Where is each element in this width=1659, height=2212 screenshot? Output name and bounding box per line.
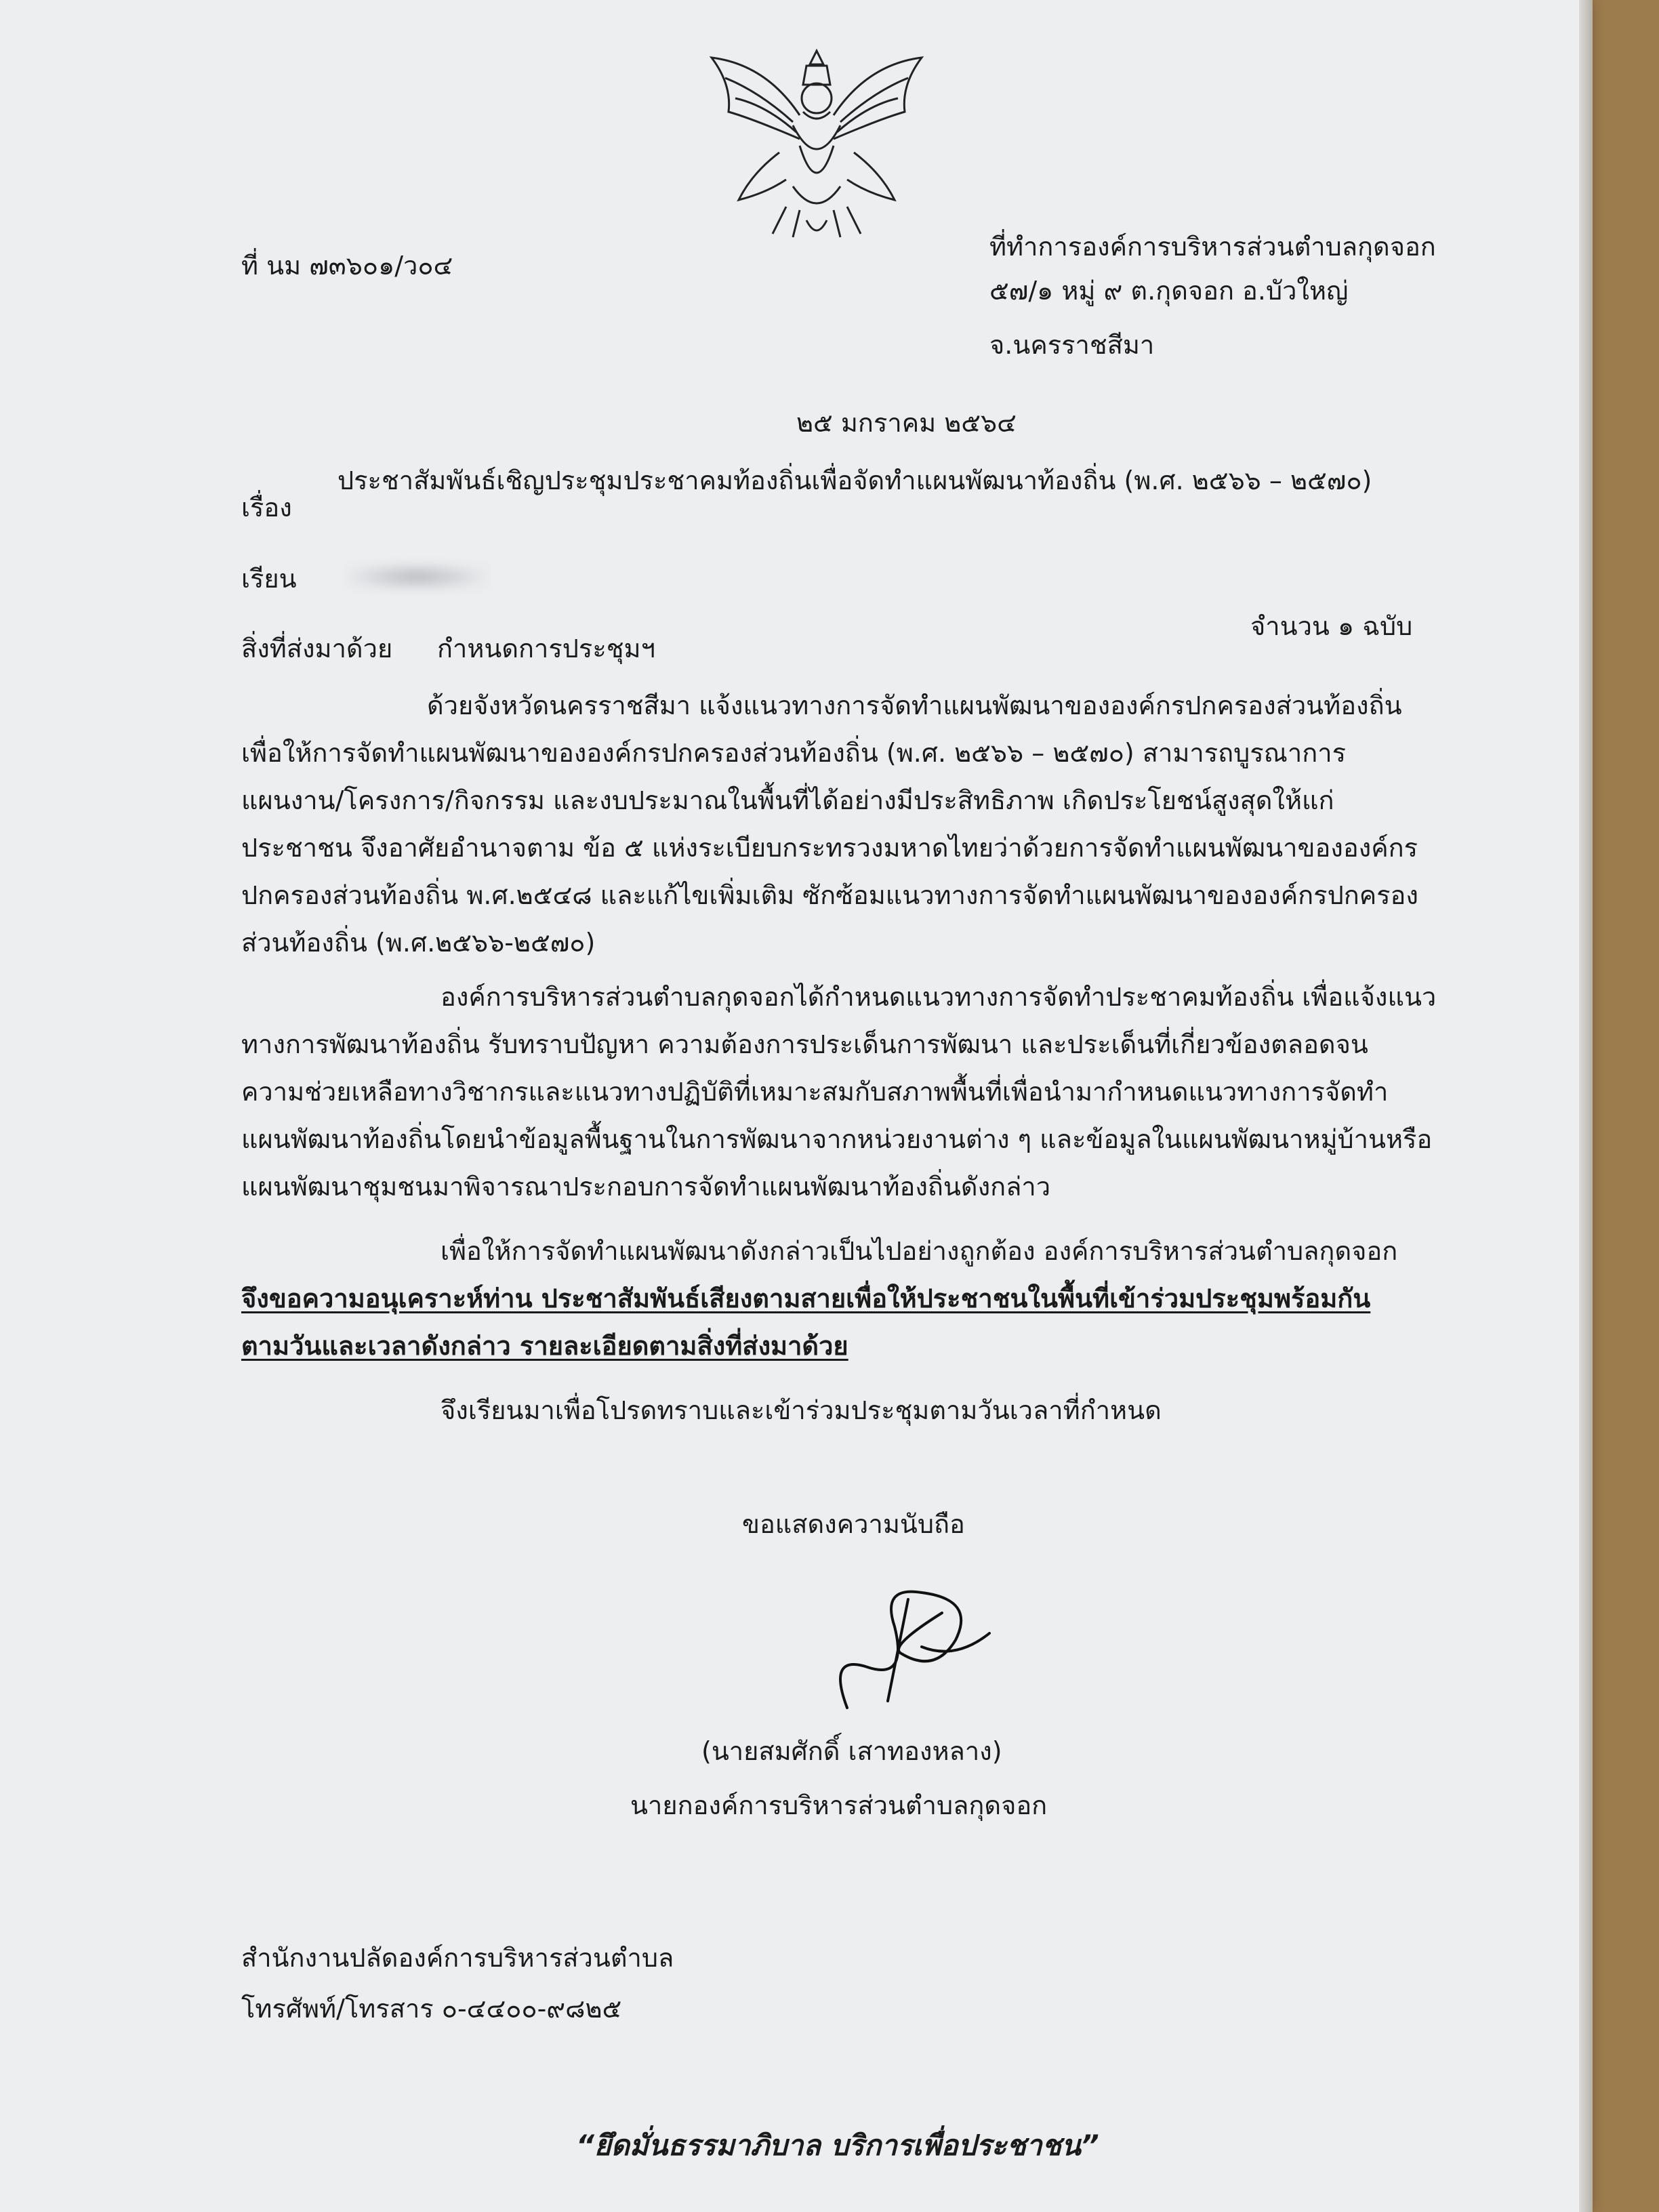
para1-line: ด้วยจังหวัดนครราชสีมา แจ้งแนวทางการจัดทำแผนพัฒนาขององค์กรปกครองส่วนท้องถิ่น xyxy=(427,691,1402,720)
office-name: สำนักงานปลัดองค์การบริหารส่วนตำบล xyxy=(241,1943,674,1973)
para1-line: แผนงาน/โครงการ/กิจกรรม และงบประมาณในพื้นที่ได้อย่างมีประสิทธิภาพ เกิดประโยชน์สูงสุดให้แก่ xyxy=(241,785,1334,815)
para2-line: แผนพัฒนาชุมชนมาพิจารณาประกอบการจัดทำแผนพัฒนาท้องถิ่นดังกล่าว xyxy=(241,1172,1051,1202)
subject-text: ประชาสัมพันธ์เชิญประชุมประชาคมท้องถิ่นเพื่อจัดทำแผนพัฒนาท้องถิ่น (พ.ศ. ๒๕๖๖ – ๒๕๗๐) xyxy=(337,466,1372,495)
para2-line: แผนพัฒนาท้องถิ่นโดยนำข้อมูลพื้นฐานในการพัฒนาจากหน่วยงานต่าง ๆ และข้อมูลในแผนพัฒนาหมู่บ้านหรือ xyxy=(241,1124,1433,1154)
slogan: “ยึดมั่นธรรมาภิบาล บริการเพื่อประชาชน” xyxy=(576,2129,1099,2162)
enclosure-label: สิ่งที่ส่งมาด้วย xyxy=(241,634,393,663)
recipient-redacted xyxy=(346,562,488,591)
subject-label: เรื่อง xyxy=(241,493,292,523)
signoff: ขอแสดงความนับถือ xyxy=(742,1509,965,1539)
para1-line: ปกครองส่วนท้องถิ่น พ.ศ.๒๕๔๘ และแก้ไขเพิ่มเติม ซักซ้อมแนวทางการจัดทำแผนพัฒนาขององค์กรปกครอง xyxy=(241,880,1418,910)
reference-number: ที่ นม ๗๓๖๐๑/ว๐๔ xyxy=(241,251,453,281)
signer-name: (นายสมศักดิ์ เสาทองหลาง) xyxy=(701,1736,1002,1766)
para3-line-underlined: ตามวันและเวลาดังกล่าว รายละเอียดตามสิ่งที่ส่งมาด้วย xyxy=(241,1331,848,1361)
para1-line: ส่วนท้องถิ่น (พ.ศ.๒๕๖๖-๒๕๗๐) xyxy=(241,928,596,958)
para1-line: ประชาชน จึงอาศัยอำนาจตาม ข้อ ๕ แห่งระเบียบกระทรวงมหาดไทยว่าด้วยการจัดทำแผนพัฒนาขององค์กร xyxy=(241,833,1418,863)
address-line-2: ๕๗/๑ หมู่ ๙ ต.กุดจอก อ.บัวใหญ่ xyxy=(989,276,1349,306)
enclosure-text: กำหนดการประชุมฯ xyxy=(437,634,655,663)
para2-line: ความช่วยเหลือทางวิชากรและแนวทางปฏิบัติที่เหมาะสมกับสภาพพื้นที่เพื่อนำมากำหนดแนวทางการจัดทำ xyxy=(241,1077,1389,1107)
letter-date: ๒๕ มกราคม ๒๕๖๔ xyxy=(796,408,1017,438)
page-edge-shadow xyxy=(1579,0,1593,2212)
recipient-label: เรียน xyxy=(241,564,297,594)
para3-line: เพื่อให้การจัดทำแผนพัฒนาดังกล่าวเป็นไปอย่างถูกต้อง องค์การบริหารส่วนตำบลกุดจอก xyxy=(441,1236,1398,1266)
garuda-emblem-icon xyxy=(698,37,935,244)
para3-line-underlined: จึงขอความอนุเคราะห์ท่าน ประชาสัมพันธ์เสียงตามสายเพื่อให้ประชาชนในพื้นที่เข้าร่วมประชุมพร้อมกัน xyxy=(241,1284,1371,1313)
para2-line: ทางการพัฒนาท้องถิ่น รับทราบปัญหา ความต้องการประเด็นการพัฒนา และประเด็นที่เกี่ยวข้องตลอดจน xyxy=(241,1029,1368,1059)
closing-request: จึงเรียนมาเพื่อโปรดทราบและเข้าร่วมประชุมตามวันเวลาที่กำหนด xyxy=(441,1395,1162,1425)
enclosure-count: จำนวน ๑ ฉบับ xyxy=(1250,611,1413,641)
address-line-3: จ.นครราชสีมา xyxy=(989,330,1155,360)
signer-title: นายกองค์การบริหารส่วนตำบลกุดจอก xyxy=(630,1790,1048,1820)
para2-line: องค์การบริหารส่วนตำบลกุดจอกได้กำหนดแนวทางการจัดทำประชาคมท้องถิ่น เพื่อแจ้งแนว xyxy=(441,982,1437,1012)
address-line-1: ที่ทำการองค์การบริหารส่วนตำบลกุดจอก xyxy=(989,232,1436,262)
office-phone: โทรศัพท์/โทรสาร ๐-๔๔๐๐-๙๘๒๕ xyxy=(241,1994,622,2024)
signature-image xyxy=(820,1572,1003,1721)
para1-line: เพื่อให้การจัดทำแผนพัฒนาขององค์กรปกครองส่วนท้องถิ่น (พ.ศ. ๒๕๖๖ – ๒๕๗๐) สามารถบูรณาการ xyxy=(241,738,1347,768)
